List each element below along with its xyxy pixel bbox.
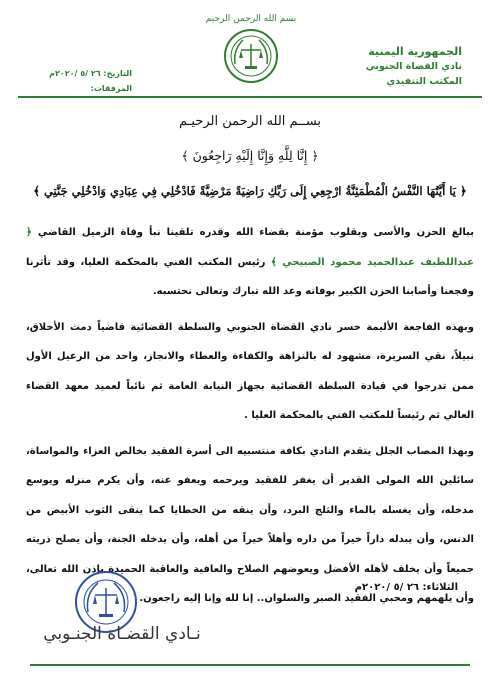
club-logo-icon: [223, 28, 279, 84]
announcement-intro: ببالغ الحزن والأسى وبقلوب مؤمنة بقضاء الله وقدره تلقينا نبأ وفاة الزميل القاضي: [31, 227, 474, 238]
deceased-name: ﴿ عبداللطيف عبدالحميد محمود الصبيحي ﴾: [26, 227, 474, 268]
paragraph-condolence: وبهذا المصاب الجلل يتقدم النادي بكافة منتسبيه الى أسرة الفقيد بخالص العزاء والمواساة، سائلين الله المولى القدير أن يغفر للفقيد ويرحمه ويعفو عنه، وأن يكرم منزله ويوسع مدخله، وأن يغسله بالماء والثلج البرد، وأن ينقه من الخطايا كما ينقى الثوب الأبيض من الدنس، وأن يبدله داراً خيراً من داره وأهلاً خيراً من أهله، وأن يدخله الجنة، وأن يصلح ذريته جميعاً وأن يخلف لأهله الأفضل ويعوضهم الصلاح والعافية والعاقبة الحميدة بإذن الله تعالى، وأن يلهمهم ومحبي الفقيد الصبر والسلوان.. إنا لله وإنا إليه راجعون.: [26, 445, 474, 604]
signature-date: الثلاثاء: ٢٦ /٥ /٢٠٢٠م: [354, 582, 458, 593]
letterhead-center: [195, 14, 307, 84]
quran-verse-istirja: ﴿ إِنَّا لِلَّهِ وَإِنَّا إِلَيْهِ رَاجِعُونَ ﴾: [181, 148, 319, 163]
club-name-signature: نـادي القضـاة الجنـوبي: [43, 624, 201, 644]
letter-body: [26, 218, 474, 614]
attachments-label: المرفقات:: [90, 84, 132, 93]
reference-date: التاريخ: ٢٦ /٥ /٢٠٢٠م: [49, 69, 132, 78]
paragraph-announcement: [26, 218, 474, 307]
letterhead-left: [22, 66, 132, 96]
quran-verse-fajr: ﴿ يَا أَيَّتُهَا النَّفْسُ الْمُطْمَئِنَّةُ ارْجِعِي إِلَى رَبِّكِ رَاضِيَةً مَرْضِيَّةً فَادْخُلِي فِي عِبَادِي وَادْخُلِي جَنَّتِي ﴾: [33, 184, 467, 198]
header-basmala: بسم الله الرحمن الرحيم: [205, 14, 297, 24]
country-name: الجمهورية اليمنية: [368, 45, 462, 58]
basmala: بســم الله الرحمن الرحيـم: [178, 114, 322, 129]
header-divider: [18, 96, 482, 98]
announcement-details: رئيس المكتب الفني بالمحكمة العليا، وقد تأثرنا وفجعنا وأصابنا الحزن الكبير بوفاته وعد الله تبارك وتعالى نحتسبه.: [26, 256, 474, 297]
club-name-header: نادي القضاة الجنوبي: [365, 61, 462, 72]
office-name: المكتب التنفيذي: [386, 76, 462, 87]
letterhead-right: [312, 44, 462, 89]
footer-divider: [30, 664, 470, 666]
paragraph-tribute: وبهذه الفاجعة الأليمة خسر نادي القضاة الجنوبي والسلطة القضائية قاضياً دمث الأخلاق، نبيلاً، نقي السريرة، مشهود له بالنزاهة والكفاءة والعطاء والانجاز، واحد من الرعيل الأول ممن تدرجوا في قيادة السلطة القضائية بجهاز النيابة العامة ثم نائباً لعميد معهد القضاء العالي ثم رئيساً للمكتب الفني بالمحكمة العليا .: [26, 321, 474, 421]
